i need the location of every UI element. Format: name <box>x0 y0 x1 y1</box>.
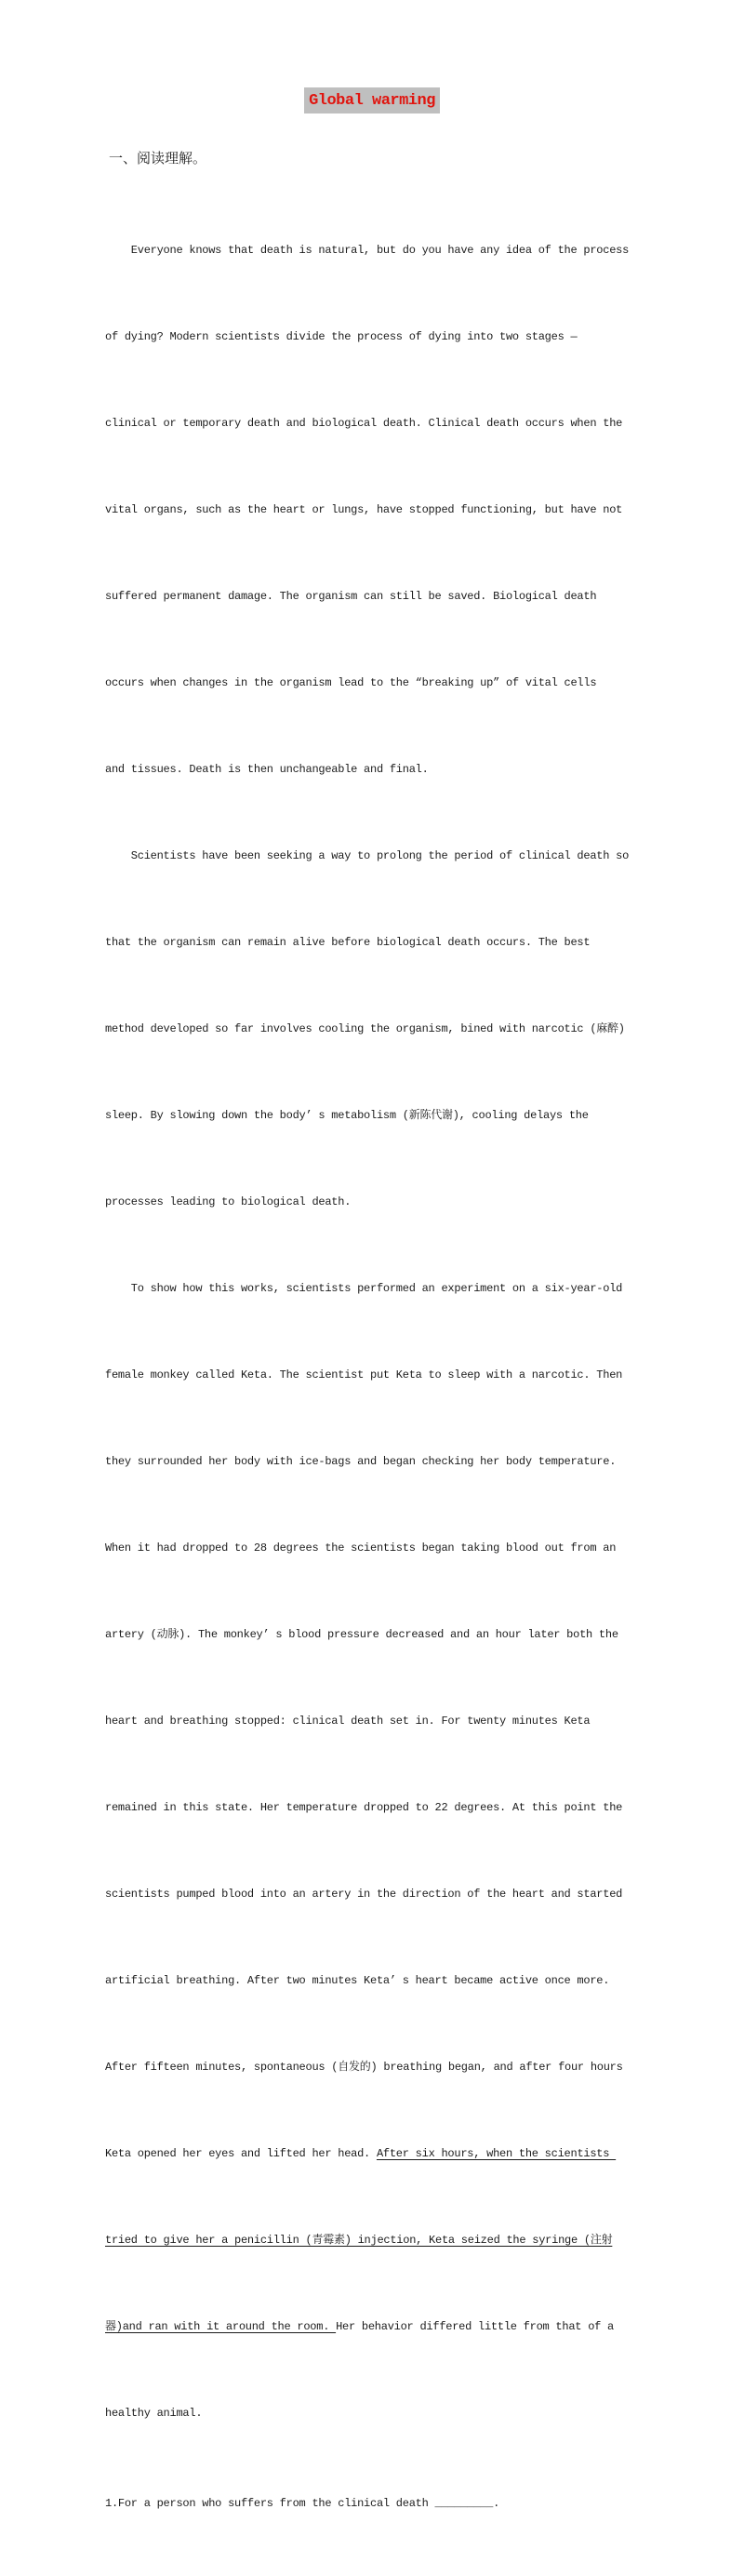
section-heading: 一、阅读理解。 <box>109 152 207 167</box>
underlined-text-segment: 器)and ran with it around the room. <box>105 2320 337 2333</box>
doc-title-text: Global warming <box>304 87 440 113</box>
text-line: occurs when changes in the organism lead to the “breaking up” of vital cells <box>105 676 597 689</box>
text-line: To show how this works, scientists performed an experiment on a six-year-old <box>105 1282 623 1295</box>
text-line: that the organism can remain alive before biological death occurs. The best <box>105 936 591 949</box>
text-line: of dying? Modern scientists divide the process of dying into two stages — <box>105 330 578 343</box>
question-line: 1.For a person who suffers from the clinical death _________. <box>105 2497 500 2510</box>
text-line: suffered permanent damage. The organism can still be saved. Biological death <box>105 590 597 603</box>
text-line: artery (动脉). The monkey’ s blood pressure decreased and an hour later both the <box>105 1628 618 1641</box>
text-line: Scientists have been seeking a way to prolong the period of clinical death so <box>105 849 630 862</box>
text-line: remained in this state. Her temperature dropped to 22 degrees. At this point the <box>105 1801 623 1814</box>
text-line: female monkey called Keta. The scientist put Keta to sleep with a narcotic. Then <box>105 1368 623 1381</box>
text-line: healthy animal. <box>105 2407 203 2420</box>
underlined-text-line: tried to give her a penicillin (青霉素) injection, Keta seized the syringe (注射 <box>105 2234 613 2247</box>
text-line: Everyone knows that death is natural, but do you have any idea of the process <box>105 244 630 257</box>
text-line: and tissues. Death is then unchangeable and final. <box>105 763 429 776</box>
text-line: heart and breathing stopped: clinical death set in. For twenty minutes Keta <box>105 1715 591 1728</box>
text-line: When it had dropped to 28 degrees the scientists began taking blood out from an <box>105 1542 617 1555</box>
text-line: method developed so far involves cooling the organism, bined with narcotic (麻醉) <box>105 1022 625 1035</box>
doc-body <box>105 179 700 2576</box>
text-segment: Keta opened her eyes and lifted her head. <box>105 2147 377 2160</box>
text-line: vital organs, such as the heart or lungs, have stopped functioning, but have not <box>105 503 623 516</box>
text-line <box>105 2140 700 2169</box>
text-line: they surrounded her body with ice-bags and began checking her body temperature. <box>105 1455 617 1468</box>
text-line <box>105 2313 700 2342</box>
text-line: After fifteen minutes, spontaneous (自发的) breathing began, and after four hours <box>105 2061 623 2074</box>
doc-title <box>0 87 744 113</box>
text-line: artificial breathing. After two minutes Keta’ s heart became active once more. <box>105 1974 610 1987</box>
text-line: processes leading to biological death. <box>105 1195 352 1208</box>
text-line: scientists pumped blood into an artery in the direction of the heart and started <box>105 1888 623 1901</box>
underlined-text-segment: After six hours, when the scientists <box>376 2147 617 2160</box>
text-segment: Her behavior differed little from that of a <box>336 2320 614 2333</box>
text-line: clinical or temporary death and biological death. Clinical death occurs when the <box>105 417 623 430</box>
text-line: sleep. By slowing down the body’ s metabolism (新陈代谢), cooling delays the <box>105 1109 589 1122</box>
